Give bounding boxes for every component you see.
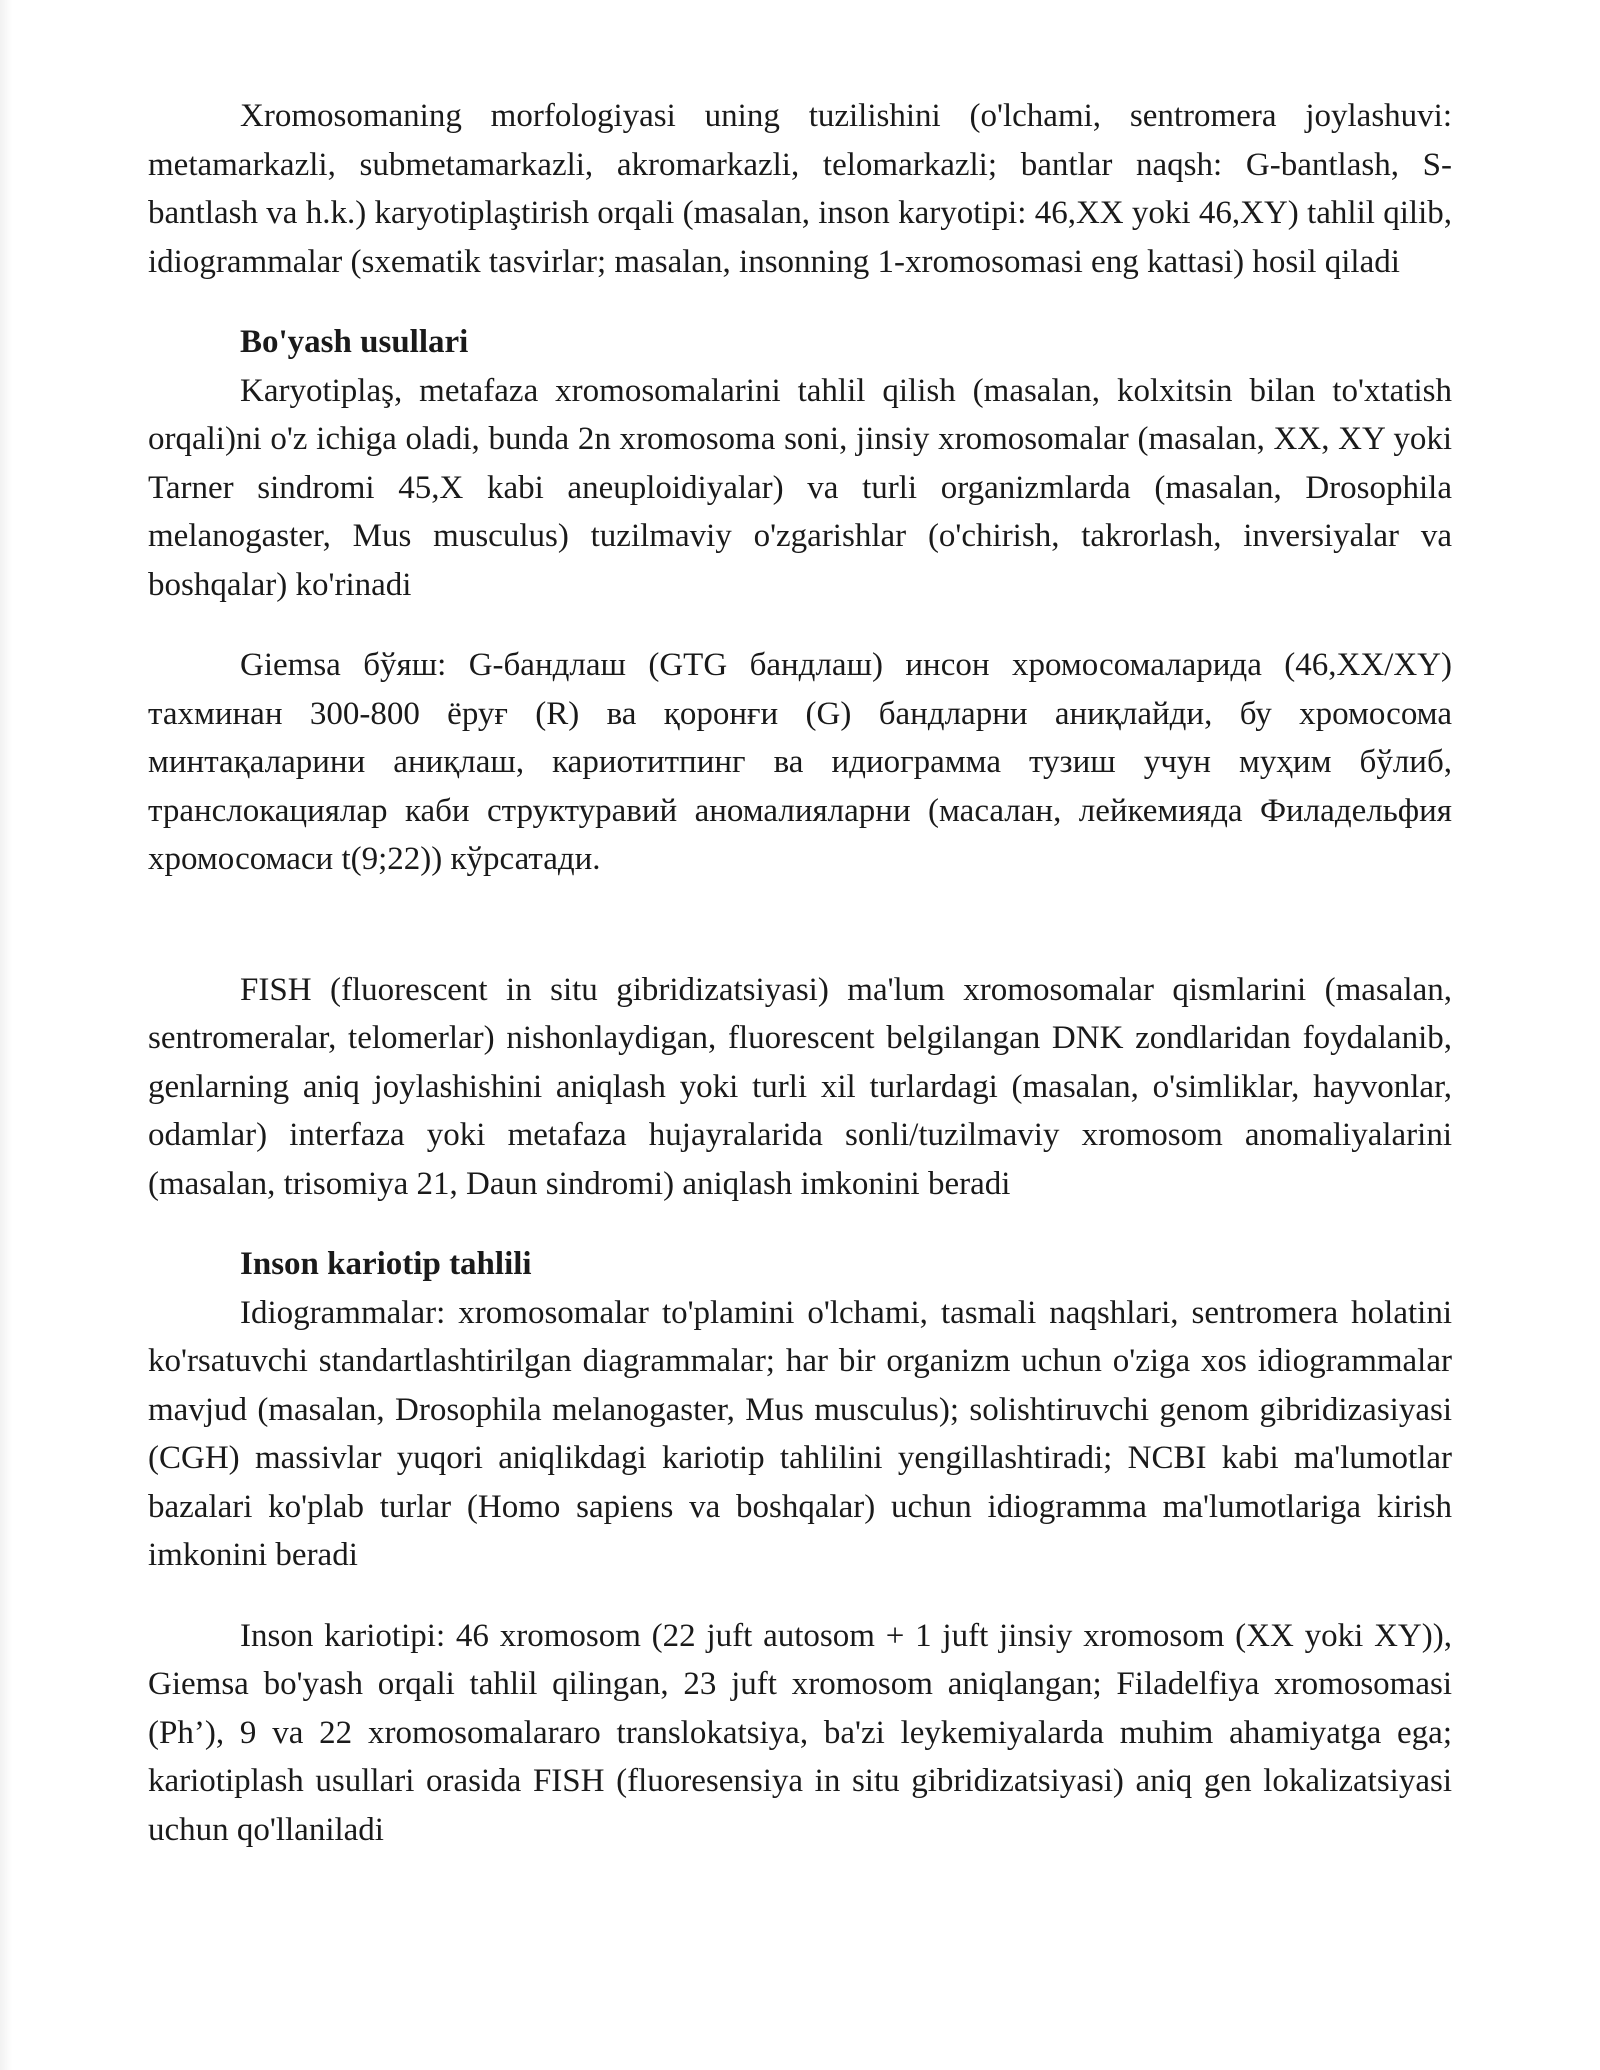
paragraph-spacer xyxy=(148,884,1452,966)
document-body xyxy=(148,92,1452,1854)
paragraph-idiograms: Idiogrammalar: xromosomalar to'plamini o'lchami, tasmali naqshlari, sentromera holatini ko'rsatuvchi standartlashtirilgan diagrammalar; har bir organizm uchun o'ziga xos idiogrammalar mavjud (masalan, Drosophila melanogaster, Mus musculus); solishtiruvchi genom gibridizasiyasi (CGH) massivlar yuqori aniqlikdagi kariotip tahlilini yengillashtiradi; NCBI kabi ma'lumotlar bazalari ko'plab turlar (Homo sapiens va boshqalar) uchun idiogramma ma'lumotlariga kirish imkonini beradi xyxy=(148,1294,1452,1573)
paragraph-spacer xyxy=(148,1580,1452,1612)
paragraph-spacer xyxy=(148,1208,1452,1240)
paragraph-karyotyping: Karyotiplaş, metafaza xromosomalarini tahlil qilish (masalan, kolxitsin bilan to'xtatish orqali)ni o'z ichiga oladi, bunda 2n xromosoma soni, jinsiy xromosomalar (masalan, XX, XY yoki Tarner sindromi 45,X kabi aneuploidiyalar) va turli organizmlarda (masalan, Drosophila melanogaster, Mus musculus) tuzilmaviy o'zgarishlar (o'chirish, takrorlash, inversiyalar va boshqalar) ko'rinadi xyxy=(148,372,1452,603)
paragraph-fish: FISH (fluorescent in situ gibridizatsiyasi) ma'lum xromosomalar qismlarini (masalan, sentromeralar, telomerlar) nishonlaydigan, fluorescent belgilangan DNK zondlaridan foydalanib, genlarning aniq joylashishini aniqlash yoki turli xil turlardagi (masalan, o'simliklar, hayvonlar, odamlar) interfaza yoki metafaza hujayralarida sonli/tuzilmaviy xromosom anomaliyalarini (masalan, trisomiya 21, Daun sindromi) aniqlash imkonini beradi xyxy=(148,971,1452,1202)
paragraph-spacer xyxy=(148,609,1452,641)
heading-human-karyotype-analysis: Inson kariotip tahlili xyxy=(240,1246,532,1282)
paragraph-morphology: Xromosomaning morfologiyasi uning tuzilishini (o'lchami, sentromera joylashuvi: metamarkazli, submetamarkazli, akromarkazli, telomarkazli; bantlar naqsh: G-bantlash, S-bantlash va h.k.) karyotiplaştirish orqali (masalan, inson karyotipi: 46,XX yoki 46,XY) tahlil qilib, idiogrammalar (sxematik tasvirlar; masalan, insonning 1-xromosomasi eng kattasi) hosil qiladi xyxy=(148,98,1452,280)
paragraph-human-karyotype: Inson kariotipi: 46 xromosom (22 juft autosom + 1 juft jinsiy xromosom (XX yoki XY)), Giemsa bo'yash orqali tahlil qilingan, 23 juft xromosom aniqlangan; Filadelfiya xromosomasi (Ph’), 9 va 22 xromosomalararo translokatsiya, ba'zi leykemiyalarda muhim ahamiyatga ega; kariotiplash usullari orasida FISH (fluoresensiya in situ gibridizatsiyasi) aniq gen lokalizatsiyasi uchun qo'llaniladi xyxy=(148,1617,1452,1848)
paragraph-spacer xyxy=(148,286,1452,318)
paragraph-giemsa: Giemsa бўяш: G-бандлаш (GTG бандлаш) инсон хромосомаларида (46,XX/XY) тахминан 300-800 ёруғ (R) ва қоронғи (G) бандларни аниқлайди, бу хромосома минтақаларини аниқлаш, кариотитпинг ва идиограмма тузиш учун муҳим бўлиб, транслокациялар каби структуравий аномалияларни (масалан, лейкемияда Филадельфия хромосомаси t(9;22)) кўрсатади. xyxy=(148,647,1452,877)
page-edge-shadow xyxy=(0,0,12,2070)
heading-staining-methods: Bo'yash usullari xyxy=(240,324,469,360)
